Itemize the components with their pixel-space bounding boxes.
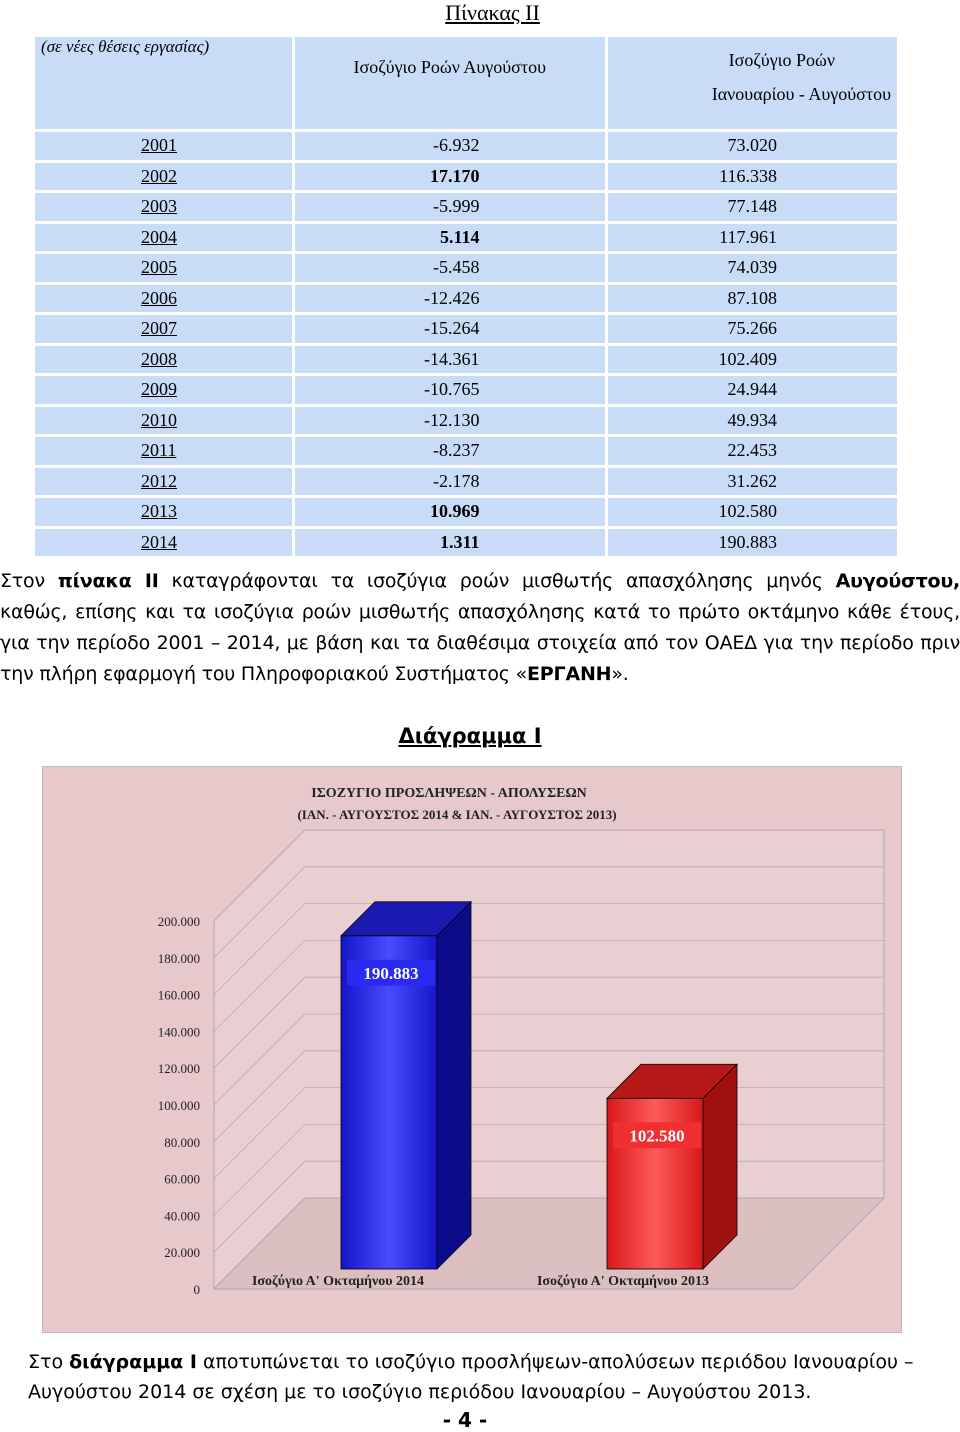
august-flow-cell: -12.426 <box>295 285 605 313</box>
table-row <box>35 376 897 404</box>
table-row <box>35 254 897 282</box>
year-cell: 2007 <box>35 315 292 343</box>
y-tick-label: 80.000 <box>164 1134 200 1150</box>
jan-aug-flow-cell: 102.409 <box>608 346 898 374</box>
y-tick-label: 60.000 <box>164 1171 200 1187</box>
y-tick-label: 100.000 <box>157 1098 200 1113</box>
chart-container <box>42 766 902 1333</box>
table-row <box>35 437 897 465</box>
jan-aug-flow-cell: 24.944 <box>608 376 898 404</box>
year-cell: 2014 <box>35 529 292 557</box>
august-flow-cell: -5.458 <box>295 254 605 282</box>
august-flow-cell: -2.178 <box>295 468 605 496</box>
year-cell: 2012 <box>35 468 292 496</box>
table-row <box>35 224 897 252</box>
august-flow-cell: 5.114 <box>295 224 605 252</box>
y-tick-label: 40.000 <box>164 1208 200 1224</box>
y-tick-label: 180.000 <box>157 950 200 966</box>
table-row <box>35 468 897 496</box>
year-cell: 2005 <box>35 254 292 282</box>
bar-side <box>437 902 471 1269</box>
jan-aug-flow-cell: 49.934 <box>608 407 898 435</box>
y-tick-label: 160.000 <box>157 987 200 1003</box>
august-flow-cell: 1.311 <box>295 529 605 557</box>
august-flow-cell: 17.170 <box>295 163 605 191</box>
jan-aug-flow-cell: 117.961 <box>608 224 898 252</box>
august-flow-cell: -15.264 <box>295 315 605 343</box>
x-tick-label: Ισοζύγιο Α' Οκταμήνου 2013 <box>536 1274 710 1289</box>
year-cell: 2003 <box>35 193 292 221</box>
x-tick-label: Ισοζύγιο Α' Οκταμήνου 2014 <box>251 1274 425 1289</box>
jan-aug-flow-cell: 73.020 <box>608 132 898 160</box>
y-tick-label: 200.000 <box>157 914 200 929</box>
bar-chart <box>43 767 901 1332</box>
table-row <box>35 346 897 374</box>
table-header-row <box>35 37 897 129</box>
year-cell: 2008 <box>35 346 292 374</box>
jan-aug-flow-cell: 77.148 <box>608 193 898 221</box>
bar-side <box>703 1064 737 1269</box>
y-tick-label: 120.000 <box>157 1061 200 1077</box>
august-flow-cell: 10.969 <box>295 498 605 526</box>
year-cell: 2001 <box>35 132 292 160</box>
jan-aug-flow-cell: 116.338 <box>608 163 898 191</box>
table-row <box>35 498 897 526</box>
year-cell: 2002 <box>35 163 292 191</box>
august-flow-cell: -12.130 <box>295 407 605 435</box>
august-flow-cell: -10.765 <box>295 376 605 404</box>
table-row <box>35 193 897 221</box>
jan-aug-flow-cell: 87.108 <box>608 285 898 313</box>
data-label: 190.883 <box>363 963 419 983</box>
jan-aug-flow-cell: 190.883 <box>608 529 898 557</box>
august-flow-cell: -14.361 <box>295 346 605 374</box>
data-label: 102.580 <box>629 1126 685 1146</box>
col1-header: Ισοζύγιο Ροών Αυγούστου <box>295 37 605 129</box>
table-row <box>35 315 897 343</box>
chart-title-line2: (ΙΑΝ. - ΑΥΓΟΥΣΤΟΣ 2014 & ΙΑΝ. - ΑΥΓΟΥΣΤΟΣ 2013) <box>297 807 617 822</box>
table-row <box>35 285 897 313</box>
table-row <box>35 529 897 557</box>
year-cell: 2009 <box>35 376 292 404</box>
year-cell: 2013 <box>35 498 292 526</box>
table-row <box>35 163 897 191</box>
page-number: - 4 - <box>442 1408 488 1432</box>
header-note: (σε νέες θέσεις εργασίας) <box>35 37 292 129</box>
table-row <box>35 132 897 160</box>
year-cell: 2010 <box>35 407 292 435</box>
chart-title-line1: ΙΣΟΖΥΓΙΟ ΠΡΟΣΛΗΨΕΩΝ - ΑΠΟΛΥΣΕΩΝ <box>311 786 587 801</box>
year-cell: 2004 <box>35 224 292 252</box>
page-title: Πίνακας ΙΙ <box>445 0 540 25</box>
jan-aug-flow-cell: 75.266 <box>608 315 898 343</box>
paragraph-diagram-description: Στο διάγραμμα Ι αποτυπώνεται το ισοζύγιο προσλήψεων-απολύσεων περιόδου Ιανουαρίου – Αυγούστου 2014 σε σχέση με το ισοζύγιο περιόδου Ιανουαρίου – Αυγούστου 2013. <box>28 1351 914 1403</box>
flows-table <box>32 34 900 559</box>
y-tick-label: 0 <box>193 1282 200 1297</box>
diagram-title: Διάγραμμα Ι <box>398 724 542 748</box>
jan-aug-flow-cell: 74.039 <box>608 254 898 282</box>
august-flow-cell: -8.237 <box>295 437 605 465</box>
y-tick-label: 20.000 <box>164 1245 200 1261</box>
y-tick-label: 140.000 <box>157 1024 200 1040</box>
august-flow-cell: -6.932 <box>295 132 605 160</box>
col2-header: Ισοζύγιο Ροών Ιανουαρίου - Αυγούστου <box>608 37 898 129</box>
paragraph-table-description: Στον πίνακα ΙΙ καταγράφονται τα ισοζύγια ροών μισθωτής απασχόλησης μηνός Αυγούστου, καθώς, επίσης και τα ισοζύγια ροών μισθωτής απασχόλησης κατά το πρώτο οκτάμηνο κάθε έτους, για την περίοδο 2001 – 2014, με βάση και τα διαθέσιμα στοιχεία από τον ΟΑΕΔ για την περίοδο πριν την πλήρη εφαρμογή του Πληροφοριακού Συστήματος «ΕΡΓΑΝΗ». <box>0 570 960 685</box>
table-row <box>35 407 897 435</box>
year-cell: 2011 <box>35 437 292 465</box>
year-cell: 2006 <box>35 285 292 313</box>
jan-aug-flow-cell: 31.262 <box>608 468 898 496</box>
jan-aug-flow-cell: 22.453 <box>608 437 898 465</box>
august-flow-cell: -5.999 <box>295 193 605 221</box>
jan-aug-flow-cell: 102.580 <box>608 498 898 526</box>
